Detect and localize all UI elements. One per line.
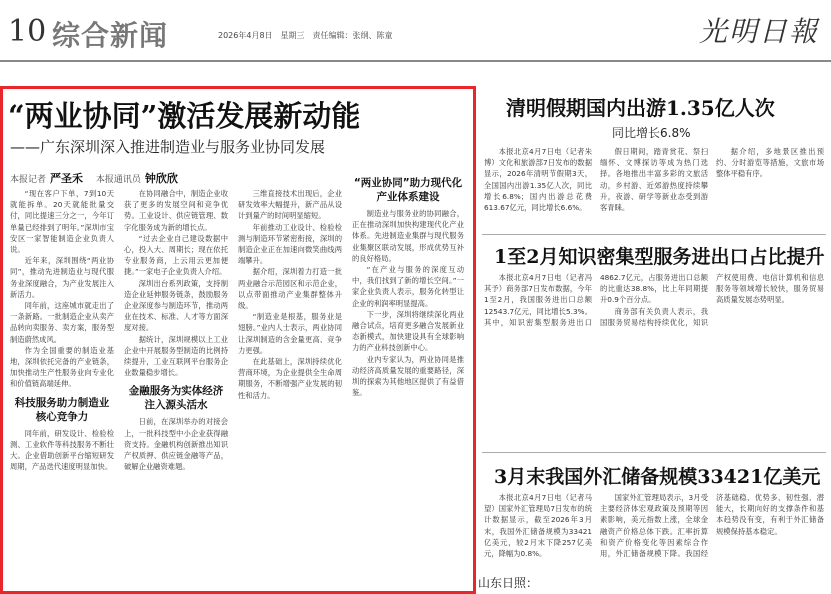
- next-story-tag: 山东日照：: [478, 576, 539, 590]
- lead-subheading-3: “两业协同”助力现代化产业体系建设: [353, 177, 463, 203]
- paragraph: 据介绍，多地景区推出预约、分时游览等措施，文旅市场整体平稳有序。: [716, 147, 824, 179]
- newspaper-logo: 光明日報: [698, 15, 819, 48]
- issue-meta: 2026年4月8日 星期三 责任编辑：张纲、陈童: [218, 31, 393, 40]
- paragraph: 下一步，深圳将继续深化两业融合试点，培育更多融合发展新业态新模式，加快建设具有全球影响力的产业科技创新中心。: [352, 309, 464, 353]
- paragraph: “制造业是根基，服务业是翅膀。”业内人士表示，两业协同让深圳制造的含金量更高、竞争力更强。: [238, 312, 342, 355]
- lead-byline: [10, 170, 188, 186]
- paragraph: 本报北京4月7日电（记者马望）国家外汇管理局7日发布的统计数据显示，截至2026年3月末，我国外汇储备规模为33421亿美元，较2月末下降257亿美元，降幅为0.8%。: [484, 493, 592, 559]
- author-2: 钟欣欣: [144, 172, 178, 185]
- paragraph: 据统计，深圳规模以上工业企业中开展服务型制造的比例持续提升，工业互联网平台服务企业数量稳步增长。: [124, 334, 228, 378]
- lead-column-4: [352, 170, 464, 582]
- story4-body: [484, 492, 824, 570]
- paragraph: 日前，在深圳举办的对接会上，一批科技型中小企业获得融资支持。金融机构创新推出知识产权质押、供应链金融等产品，破解企业融资难题。: [124, 417, 228, 472]
- byline-prefix-1: 本报记者: [10, 175, 47, 185]
- paragraph: “在产业与服务的深度互动中，我们找到了新的增长空间。”一家企业负责人表示，服务化转型让企业的利润率明显提高。: [352, 265, 464, 308]
- paragraph: 本报北京4月7日电（记者冯其予）商务部7日发布数据，今年1至2月，我国服务进出口总额12543.7亿元，同比增长5.3%。其中，知识密集型服务进出口4862.7亿元，占服务进出口总额的比重达38.8%，比上年同期提升0.9个百分点。: [484, 273, 708, 327]
- byline-prefix-2: 本报通讯员: [95, 175, 141, 185]
- lead-subheading-1: 科技服务助力制造业核心竞争力: [14, 396, 110, 423]
- lead-column-1: [10, 188, 114, 582]
- paragraph: 近年来，深圳围绕“两业协同”，推动先进制造业与现代服务业深度融合，为产业发展注入新活力。: [10, 256, 114, 299]
- lead-column-3: [238, 188, 342, 582]
- paragraph: 据介绍，深圳着力打造一批两业融合示范园区和示范企业，以点带面推动产业集群整体升级。: [238, 267, 342, 311]
- paragraph: “过去企业自己建设数据中心，投入大、周期长；现在依托专业服务商，上云用云更加便捷。”一家电子企业负责人介绍。: [124, 233, 228, 277]
- masthead: [0, 0, 831, 62]
- paragraph: 作为全国重要的制造业基地，深圳依托完备的产业链条，加快推动生产性服务业向专业化和价值链高端延伸。: [10, 345, 114, 389]
- paragraph: 在此基础上，深圳持续优化营商环境，为企业提供全生命周期服务，不断增强产业发展的韧性和活力。: [238, 357, 342, 400]
- paragraph: 年前推动工业设计、检验检测与制造环节紧密衔接，深圳的制造企业正在加速向微笑曲线两端攀升。: [238, 222, 342, 266]
- lead-subheading-2: 金融服务为实体经济注入源头活水: [128, 385, 224, 412]
- lead-column-2: [124, 188, 228, 582]
- paragraph: 业内专家认为，两业协同是推动经济高质量发展的重要路径，深圳的探索为其他地区提供了有益借鉴。: [352, 354, 464, 398]
- paragraph: 国家外汇管理局表示，3月受主要经济体宏观政策及预期等因素影响，美元指数上涨，全球金融资产价格总体下跌。汇率折算和资产价格变化等因素综合作用，外汇储备规模下降。我国经济基础稳、优势多、韧性强、潜能大，长期向好的支撑条件和基本趋势没有变，有利于外汇储备规模保持基本稳定。: [600, 493, 824, 559]
- story4-headline[interactable]: 3月末我国外汇储备规模33421亿美元: [494, 466, 821, 488]
- paragraph: 制造业与服务业的协同融合，正在推动深圳加快构建现代化产业体系。先进制造业集群与现代服务业集聚区联动发展，形成优势互补的良好格局。: [352, 209, 464, 263]
- section-title: 综合新闻: [52, 19, 169, 52]
- story3-body: [484, 272, 824, 448]
- paragraph: 在协同融合中，制造企业收获了更多的发展空间和竞争优势。工业设计、供应链管理、数字化服务成为新的增长点。: [124, 189, 228, 232]
- story2-body: [484, 146, 824, 230]
- story2-headline[interactable]: 清明假期国内出游1.35亿人次: [506, 96, 775, 120]
- story2-subtitle: 同比增长6.8%: [612, 126, 691, 140]
- story-divider: [482, 234, 826, 235]
- paragraph: 假日期间，踏青赏花、祭扫缅怀、文博探访等成为热门选择。各地推出丰富多彩的文旅活动，乡村游、近郊游热度持续攀升，夜游、研学等新业态受到游客青睐。: [600, 147, 708, 213]
- paragraph: 三维直接技术出现后，企业研发效率大幅提升，新产品从设计到量产的时间明显缩短。: [238, 189, 342, 221]
- masthead-divider: [0, 60, 831, 62]
- author-1: 严圣禾: [50, 172, 84, 185]
- page-number: 10: [8, 14, 47, 49]
- paragraph: 同年前，研发设计、检验检测、工业软件等科技服务不断壮大。企业借助创新平台缩短研发周期，产品迭代速度明显加快。: [10, 428, 114, 472]
- paragraph: “现在客户下单，7到10天就能拆单。20天就能批量交付，同比提速三分之一，今年订单量已经排到了明年。”深圳市宝安区一家智能制造企业负责人说。: [10, 189, 114, 255]
- lead-headline[interactable]: “两业协同”激活发展新动能: [8, 99, 361, 133]
- story-divider: [482, 452, 826, 453]
- paragraph: 深圳出台系列政策，支持制造企业延伸服务链条，鼓励服务企业深度参与制造环节，推动两业在技术、标准、人才等方面深度对接。: [124, 278, 228, 333]
- paragraph: 同年前，这座城市就走出了一条新路。一批制造企业从卖产品转向卖服务、卖方案，服务型制造蔚然成风。: [10, 301, 114, 344]
- story3-headline[interactable]: 1至2月知识密集型服务进出口占比提升: [494, 246, 825, 268]
- paragraph: 本报北京4月7日电（记者朱博）文化和旅游部7日发布的数据显示，2026年清明节假期3天，全国国内出游1.35亿人次，同比增长6.8%；国内出游总花费613.67亿元，同比增长6.6%。: [484, 147, 592, 213]
- lead-subtitle: ——广东深圳深入推进制造业与服务业协同发展: [10, 138, 326, 156]
- paragraph: 商务部有关负责人表示，我国服务贸易结构持续优化，知识产权使用费、电信计算机和信息服务等领域增长较快，服务贸易高质量发展态势明显。: [600, 273, 824, 327]
